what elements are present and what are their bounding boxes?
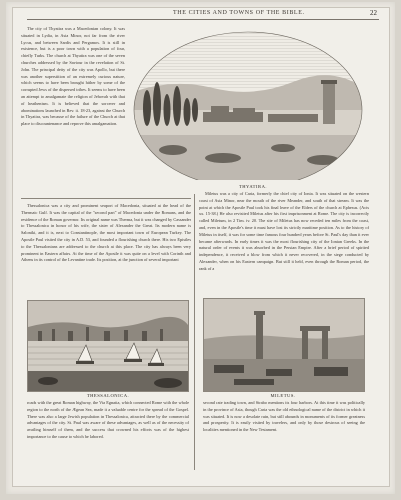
thessalonica-paragraph-1: Thessalonica was a city and prominent seaport of Macedonia, situated at the head of the Thermaic Gulf. It was the capital of the "second part" of Macedonia under the Romans, and the residence of the Roman governor. Its original name was Therma, but it was changed by Cassander to Thessalonica in honor of his wife, the sister of Alexander the Great. Its modern name is Saloniki, and it is, next to Constantinople, the most important town of European Turkey. The Apostle Paul visited the city in A.D. 53, and founded a flourishing church there. His two Epistles to the Thessalonians are addressed to the church at this place. The city has always been very prominent in Eastern affairs. At the time of the Apostle it was quite on a level with Corinth and Athens in its control of the Levantine trade. Its position, at the junction of several important <box>21 203 191 263</box>
thessalonica-paragraph-2: roads with the great Roman highway, the Via Egnatia, which connected Rome with the whole region to the north of the Ægean Sea, made it a valuable centre for the spread of the Gospel. There was also a large Jewish population in Thessalonica, attracted there by the commercial advantages of the city. St. Paul was aware of these advantages, as well as of the necessity of availing himself of them, and the success that crowned his efforts was of the highest importance to the cause to which he labored. <box>27 400 189 439</box>
miletus-text-lower <box>203 400 365 470</box>
thyatira-paragraph: The city of Thyatira was a Macedonian colony. It was situated in Lydia, in Asia Minor, not far from the river Lycus, and between Sardis and Pergamos. It is still in existence, but is a poor town with a population of four, chiefly Turks. The church at Thyatira was one of the seven churches addressed by the Saviour in the revelation of St. John. The principal deity of the city was Apollo, but there was another superstition of an extremely curious nature, which seems to have been brought hither by some of the corrupted Jews of the dispersed tribes. It seems to have been an attempt to amalgamate the religion of Jehovah with that of heathenism. It is believed that the sorcerer and abominations launched in Rev. ii. 18-23, against the Church in Thyatira, was because of the failure of the Church at that place to discountenance and reprove this amalgamation. <box>21 26 125 127</box>
thyatira-text <box>21 26 125 201</box>
miletus-engraving <box>203 298 365 392</box>
running-header: THE CITIES AND TOWNS OF THE BIBLE. <box>173 10 305 16</box>
thyatira-caption: THYATIRA. <box>238 184 268 189</box>
thessalonica-text-lower <box>27 400 189 470</box>
miletus-caption: MILETUS. <box>270 393 296 398</box>
section-divider-left <box>21 198 191 199</box>
thyatira-illustration <box>133 30 363 180</box>
book-page <box>12 7 390 487</box>
header-rule <box>27 19 379 20</box>
thyatira-engraving <box>133 30 363 180</box>
miletus-illustration <box>204 299 364 391</box>
page-number: 22 <box>370 9 377 17</box>
miletus-paragraph-2: second rate trading town, and Strabo mentions its four harbors. At this time it was politically in the province of Asia, though Caria was the old ethnological name of the district in which it was situated. It is now a desolate ruin, but still abounds in monuments of its former greatness and prosperity. It is easily visited by travelers, and only by those desirous of seeing the localities mentioned in the New Testament. <box>203 400 365 433</box>
miletus-paragraph-1: Miletus was a city of Caria, formerly the chief city of Ionia. It was situated on the western coast of Asia Minor, near the mouth of the river Meander, and south of that stream. It was the point at which the Apostle Paul took his final leave of the Elders of the church at Ephesus. (Acts xx. 15-38.) He also revisited Miletus after his first imprisonment at Rome. The city is incorrectly called Miletum, in 2 Tim. iv. 20. The site of Miletus has now receded ten miles from the coast, and, even in the Apostle's time it must have lost its strictly maritime position. As to the history of Miletus in itself, it was for some time famous four hundred years before St. Paul's day than it ever became afterwards. In early times it was the most flourishing city of the Ionian Greeks. In the natural order of events it was absorbed in the Persian Empire. After a brief period of spirited independence, it received a blow from which it never recovered, in the siege conducted by Alexander, when on his Eastern campaign. But still it held, even through the Roman period, the rank of a <box>199 191 369 271</box>
thessalonica-text-upper <box>21 203 191 293</box>
thessalonica-illustration <box>28 301 188 391</box>
miletus-text-upper <box>199 191 369 293</box>
thessalonica-engraving <box>27 300 189 392</box>
column-divider <box>194 194 195 470</box>
thessalonica-caption: THESSALONICA. <box>86 393 130 398</box>
